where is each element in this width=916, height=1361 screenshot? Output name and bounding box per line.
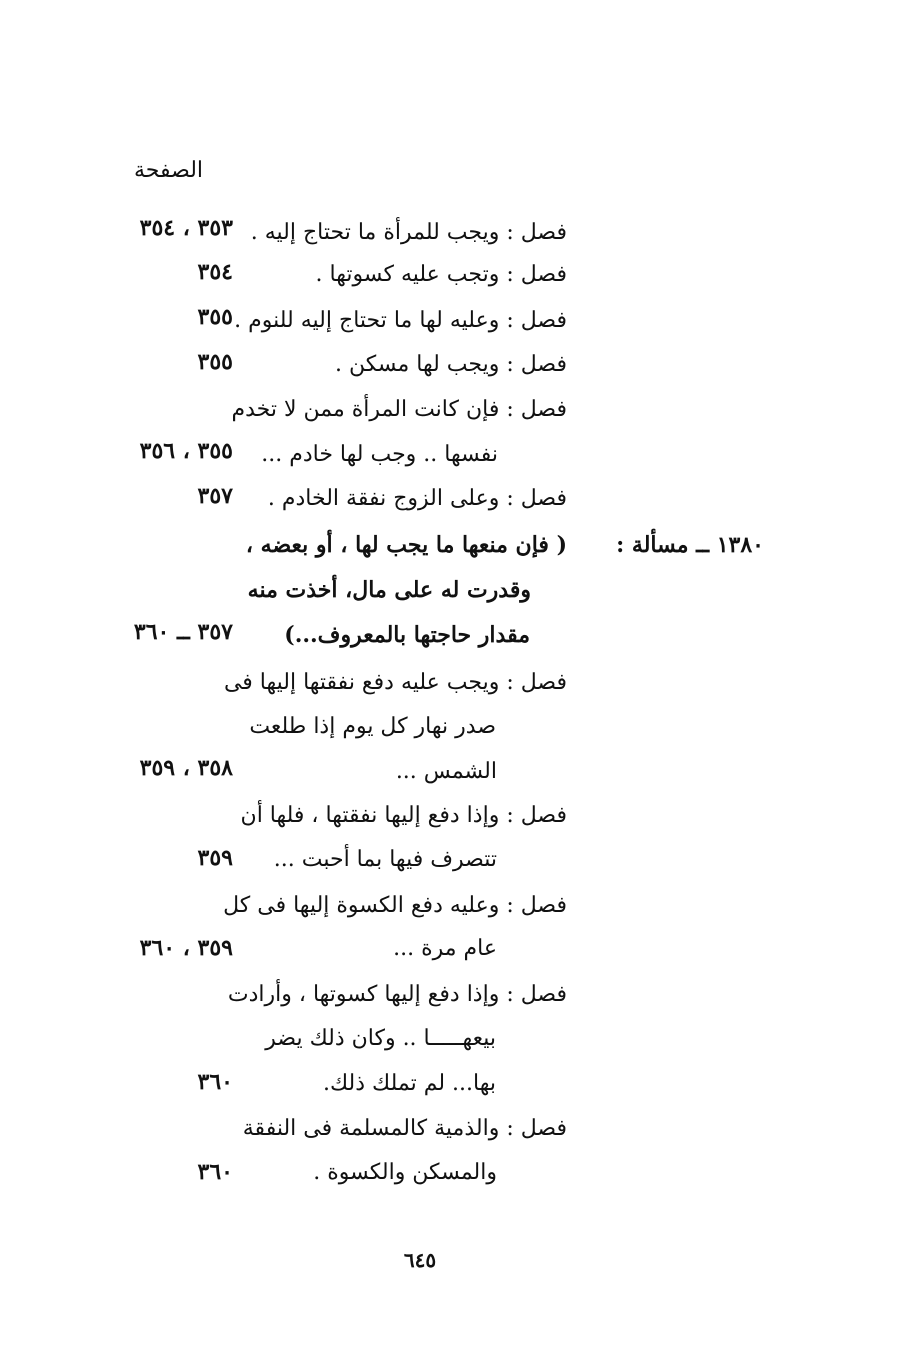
entry-text-continuation: والمسكن والكسوة . (313, 1160, 497, 1185)
entry-text: فصل : وإذا دفع إليها نفقتها ، فلها أن (240, 803, 567, 828)
entry-text: فصل : ويجب للمرأة ما تحتاج إليه . (250, 220, 567, 245)
entry-text: فصل : وعليه دفع الكسوة إليها فى كل (223, 893, 567, 918)
entry-pages: ٣٥٥ (197, 349, 233, 375)
masala-text-continuation: مقدار حاجتها بالمعروف...) (284, 622, 530, 648)
masala-text: ( فإن منعها ما يجب لها ، أو بعضه ، (245, 532, 567, 558)
entry-pages: ٣٥٧ (197, 483, 233, 509)
entry-text-continuation: الشمس ... (395, 759, 497, 784)
entry-pages: ٣٥٧ ــ ٣٦٠ (133, 619, 233, 645)
entry-text: فصل : والذمية كالمسلمة فى النفقة (242, 1116, 567, 1141)
entry-pages: ٣٥٣ ، ٣٥٤ (139, 215, 233, 241)
masala-text-continuation: وقدرت له على مال، أخذت منه (247, 577, 531, 603)
entry-text-continuation: صدر نهار كل يوم إذا طلعت (249, 714, 496, 739)
entry-text-continuation: بيعهـــــا .. وكان ذلك يضر (265, 1026, 496, 1051)
entry-text: فصل : ويجب عليه دفع نفقتها إليها فى (223, 670, 567, 695)
entry-text-continuation: نفسها .. وجب لها خادم ... (261, 442, 498, 467)
entry-text: فصل : وعلى الزوج نفقة الخادم . (267, 486, 567, 511)
entry-pages: ٣٥٥ (197, 304, 233, 330)
entry-pages: ٣٥٤ (197, 259, 233, 285)
entry-text-continuation: عام مرة ... (393, 936, 497, 961)
entry-text: فصل : وعليه لها ما تحتاج إليه للنوم . (234, 308, 567, 333)
entry-text: فصل : فإن كانت المرأة ممن لا تخدم (231, 397, 567, 422)
entry-text: فصل : ويجب لها مسكن . (334, 352, 567, 377)
entry-text-continuation: تتصرف فيها بما أحبت ... (273, 847, 497, 872)
entry-text-continuation: بها... لم تملك ذلك. (323, 1071, 496, 1096)
entry-text: فصل : وإذا دفع إليها كسوتها ، وأرادت (227, 982, 567, 1007)
entry-pages: ٣٥٩ (197, 845, 233, 871)
entry-text: فصل : وتجب عليه كسوتها . (315, 262, 567, 287)
entry-pages: ٣٦٠ (197, 1069, 233, 1095)
entry-pages: ٣٥٥ ، ٣٥٦ (139, 438, 233, 464)
masala-label: ١٣٨٠ ــ مسألة : (616, 532, 764, 558)
entry-pages: ٣٥٨ ، ٣٥٩ (139, 755, 233, 781)
entry-pages: ٣٦٠ (197, 1159, 233, 1185)
page-column-header: الصفحة (134, 158, 204, 183)
entry-pages: ٣٥٩ ، ٣٦٠ (139, 935, 233, 961)
page-number: ٦٤٥ (403, 1248, 437, 1272)
